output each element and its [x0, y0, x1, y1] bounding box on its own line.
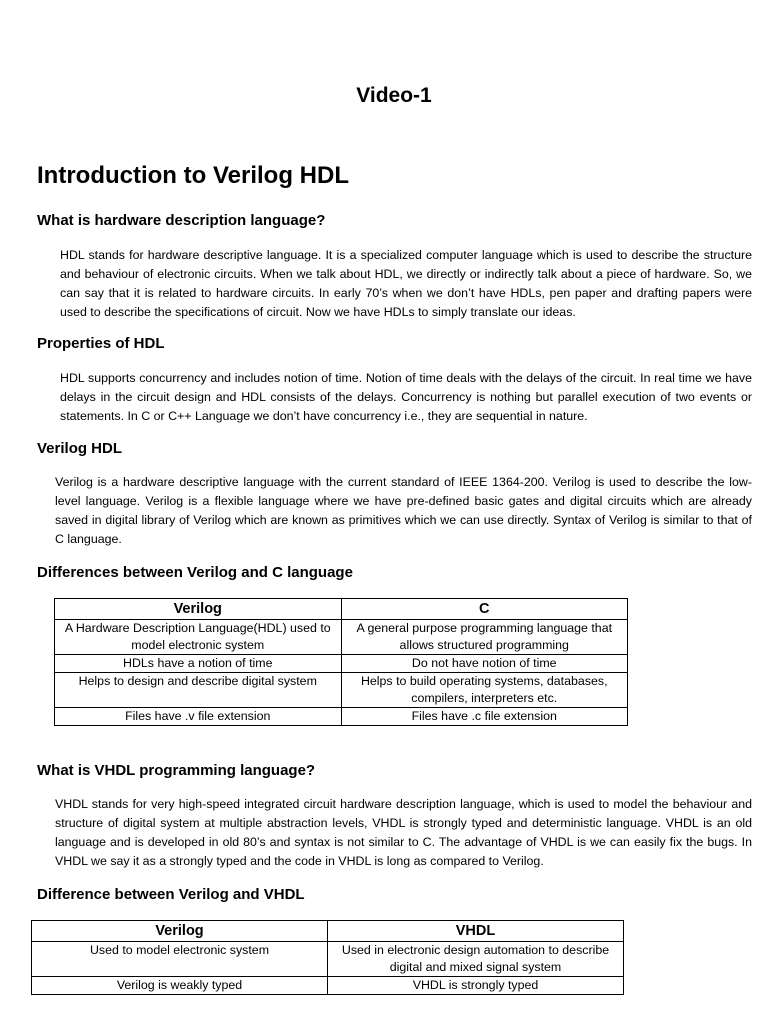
- table-row: [55, 655, 628, 673]
- table-row: [32, 977, 624, 995]
- table-cell: VHDL is strongly typed: [328, 977, 624, 995]
- table-header: VHDL: [328, 921, 624, 942]
- table-verilog-vs-c: [54, 598, 628, 726]
- table-row: [55, 673, 628, 708]
- table-cell: Used to model electronic system: [32, 942, 328, 977]
- heading-diff-verilog-vhdl: Difference between Verilog and VHDL: [37, 886, 305, 903]
- video-title: Video-1: [356, 84, 432, 107]
- heading-diff-verilog-c: Differences between Verilog and C language: [37, 564, 353, 581]
- table-row: [55, 620, 628, 655]
- table-cell: A Hardware Description Language(HDL) used to model electronic system: [55, 620, 342, 655]
- heading-properties-of-hdl: Properties of HDL: [37, 335, 165, 352]
- paragraph-properties: HDL supports concurrency and includes notion of time. Notion of time deals with the delays of the circuit. In real time we have delays in the circuit design and HDL consists of the delays. Concurrency is nothing but parallel execution of two events or statements. In C or C++ Language we don’t have concurrency i.e., they are sequential in nature.: [60, 371, 752, 423]
- table-cell: Used in electronic design automation to describe digital and mixed signal system: [328, 942, 624, 977]
- table-cell: Do not have notion of time: [341, 655, 628, 673]
- table-header: C: [341, 599, 628, 620]
- table-cell: Files have .c file extension: [341, 708, 628, 726]
- paragraph-vhdl: VHDL stands for very high-speed integrated circuit hardware description language, which is used to model the behaviour and structure of digital system at multiple abstraction levels, VHDL is strongly typed and deterministic language. VHDL is an old language and is developed in old 80’s and syntax is not similar to C. The advantage of VHDL is we can easily fix the bugs. In VHDL we say it as a strongly typed and the code in VHDL is long as compared to Verilog.: [55, 797, 752, 868]
- table-cell: A general purpose programming language that allows structured programming: [341, 620, 628, 655]
- table-cell: Files have .v file extension: [55, 708, 342, 726]
- table-header: Verilog: [32, 921, 328, 942]
- table-cell: HDLs have a notion of time: [55, 655, 342, 673]
- table-cell: Helps to design and describe digital system: [55, 673, 342, 708]
- paragraph-verilog: Verilog is a hardware descriptive language with the current standard of IEEE 1364-200. Verilog is used to describe the low-level language. Verilog is a flexible language where we have pre-defined basic gates and digital circuits which are already saved in digital library of Verilog which are known as primitives which we can use directly. Syntax of Verilog is similar to that of C language.: [55, 475, 752, 546]
- table-cell: Helps to build operating systems, databases, compilers, interpreters etc.: [341, 673, 628, 708]
- table-header: Verilog: [55, 599, 342, 620]
- table-row: [32, 942, 624, 977]
- heading-what-is-hdl: What is hardware description language?: [37, 212, 326, 229]
- table-cell: Verilog is weakly typed: [32, 977, 328, 995]
- page-title: Introduction to Verilog HDL: [37, 162, 349, 189]
- paragraph-hdl: HDL stands for hardware descriptive language. It is a specialized computer language which is used to describe the structure and behaviour of electronic circuits. When we talk about HDL, we directly or indirectly talk about a piece of hardware. So, we can say that it is related to hardware circuits. In early 70’s when we don’t have HDLs, pen paper and drafting papers were used to describe the specifications of circuit. Now we have HDLs to simply translate our ideas.: [60, 248, 752, 319]
- table-verilog-vs-vhdl: [31, 920, 624, 995]
- heading-verilog-hdl: Verilog HDL: [37, 440, 123, 457]
- table-row: [55, 708, 628, 726]
- heading-what-is-vhdl: What is VHDL programming language?: [37, 762, 316, 779]
